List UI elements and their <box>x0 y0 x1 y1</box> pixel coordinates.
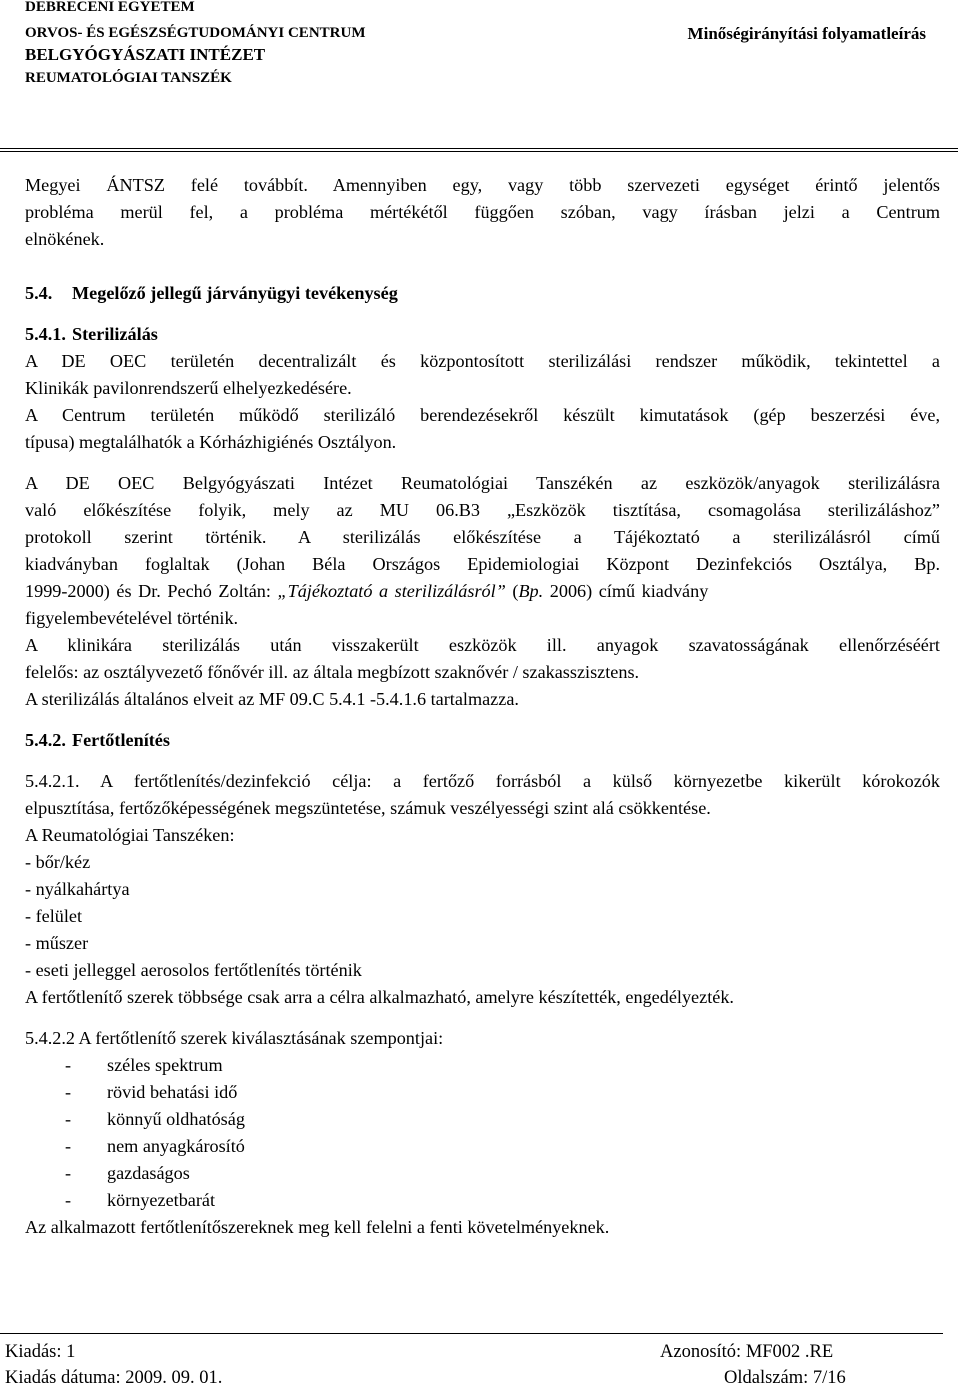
disinfection-paragraph <box>25 768 940 1011</box>
section-number: 5.4.2. <box>25 730 66 750</box>
section-title: Fertőtlenítés <box>72 730 170 750</box>
header-document-type: Minőségirányítási folyamatleírás <box>687 24 926 43</box>
list-item: - nyálkahártya <box>25 879 130 899</box>
header-rule-top <box>0 148 958 149</box>
text-line: Az alkalmazott fertőtlenítőszereknek meg kell felelni a fenti követelményeknek. <box>25 1217 610 1237</box>
footer-identifier: Azonosító: MF002 .RE <box>660 1342 834 1362</box>
text-line: protokoll szerint történik. A sterilizálás előkészítése a Tájékoztató a sterilizálásról című <box>25 527 940 547</box>
list-item: - gazdaságos <box>65 1163 190 1183</box>
list-item: - eseti jelleggel aerosolos fertőtlenítés történik <box>25 960 362 980</box>
document-body <box>25 172 940 1241</box>
text-line: 5.4.2.2 A fertőtlenítő szerek kiválasztásának szempontjai: <box>25 1028 444 1048</box>
text-line: 5.4.2.1. A fertőtlenítés/dezinfekció célja: a fertőző forrásból a külső környezetbe kikerült kórokozók <box>25 771 940 791</box>
footer-page-number: Oldalszám: 7/16 <box>724 1368 846 1388</box>
footer-edition-date: Kiadás dátuma: 2009. 09. 01. <box>5 1368 223 1388</box>
text-line: típusa) megtalálhatók a Kórházhigiénés Osztályon. <box>25 432 397 452</box>
intro-paragraph <box>25 172 940 253</box>
footer-edition: Kiadás: 1 <box>5 1342 76 1362</box>
text-line: A klinikára sterilizálás után visszakerült eszközök ill. anyagok szavatosságának ellenőrzéséért <box>25 635 940 655</box>
text-line: Megyei ÁNTSZ felé továbbít. Amennyiben egy, vagy több szervezeti egységet érintő jelentős <box>25 175 940 195</box>
list-item: - környezetbarát <box>65 1190 216 1210</box>
criteria-paragraph <box>25 1025 940 1241</box>
text-line: figyelembevételével történik. <box>25 608 239 628</box>
publication-title: „Tájékoztató a sterilizálásról” <box>277 581 506 601</box>
text-line: probléma merül fel, a probléma mértékétől függően szóban, vagy írásban jelzi a Centrum <box>25 202 940 222</box>
section-number: 5.4.1. <box>25 324 66 344</box>
text-line: 1999-2000) és Dr. Pechó Zoltán: „Tájékoztató a sterilizálásról” (Bp. 2006) című kiadvány <box>25 581 709 601</box>
footer-rule <box>0 1333 943 1334</box>
page-header <box>0 0 960 150</box>
text-line: A DE OEC területén decentralizált és központosított sterilizálási rendszer működik, tekintettel a <box>25 351 940 371</box>
text-line: Klinikák pavilonrendszerű elhelyezkedésére. <box>25 378 352 398</box>
list-item: - rövid behatási idő <box>65 1082 238 1102</box>
list-item: - felület <box>25 906 83 926</box>
section-title: Sterilizálás <box>72 324 158 344</box>
text-line: A Reumatológiai Tanszéken: <box>25 825 235 845</box>
header-rule-bottom <box>0 151 958 152</box>
section-title: Megelőző jellegű járványügyi tevékenység <box>72 283 398 303</box>
text-line: elpusztítása, fertőzőképességének megszüntetése, számuk veszélyességi szint alá csökkentése. <box>25 798 711 818</box>
section-number: 5.4. <box>25 283 53 303</box>
header-center: ORVOS- ÉS EGÉSZSÉGTUDOMÁNYI CENTRUM <box>25 25 366 41</box>
text-line: A fertőtlenítő szerek többsége csak arra a célra alkalmazható, amelyre készítették, engedélyezték. <box>25 987 734 1007</box>
list-item: - széles spektrum <box>65 1055 223 1075</box>
text-line: elnökének. <box>25 229 105 249</box>
header-university: DEBRECENI EGYETEM <box>25 0 195 15</box>
header-institute: BELGYÓGYÁSZATI INTÉZET <box>25 45 266 64</box>
text-line: kiadványban foglaltak (Johan Béla Országos Epidemiologiai Központ Dezinfekciós Osztálya, Bp. <box>25 554 940 574</box>
section-heading-5-4 <box>25 280 940 307</box>
list-item: - bőr/kéz <box>25 852 91 872</box>
list-item: - nem anyagkárosító <box>65 1136 245 1156</box>
list-item: - könnyű oldhatóság <box>65 1109 245 1129</box>
text-line: A DE OEC Belgyógyászati Intézet Reumatológiai Tanszékén az eszközök/anyagok sterilizálásra <box>25 473 940 493</box>
text-line: A sterilizálás általános elveit az MF 09.C 5.4.1 -5.4.1.6 tartalmazza. <box>25 689 519 709</box>
section-heading-5-4-1 <box>25 321 940 348</box>
text-line: felelős: az osztályvezető főnővér ill. az általa megbízott szaknővér / szakasszisztens. <box>25 662 640 682</box>
section-heading-5-4-2 <box>25 727 940 754</box>
header-department: REUMATOLÓGIAI TANSZÉK <box>25 70 232 86</box>
list-item: - műszer <box>25 933 89 953</box>
sterilization-paragraph <box>25 470 940 713</box>
text-line: való előkészítése folyik, mely az MU 06.B3 „Eszközök tisztítása, csomagolása sterilizáláshoz” <box>25 500 940 520</box>
text-line: A Centrum területén működő sterilizáló berendezésekről készült kimutatások (gép beszerzési éve, <box>25 405 940 425</box>
